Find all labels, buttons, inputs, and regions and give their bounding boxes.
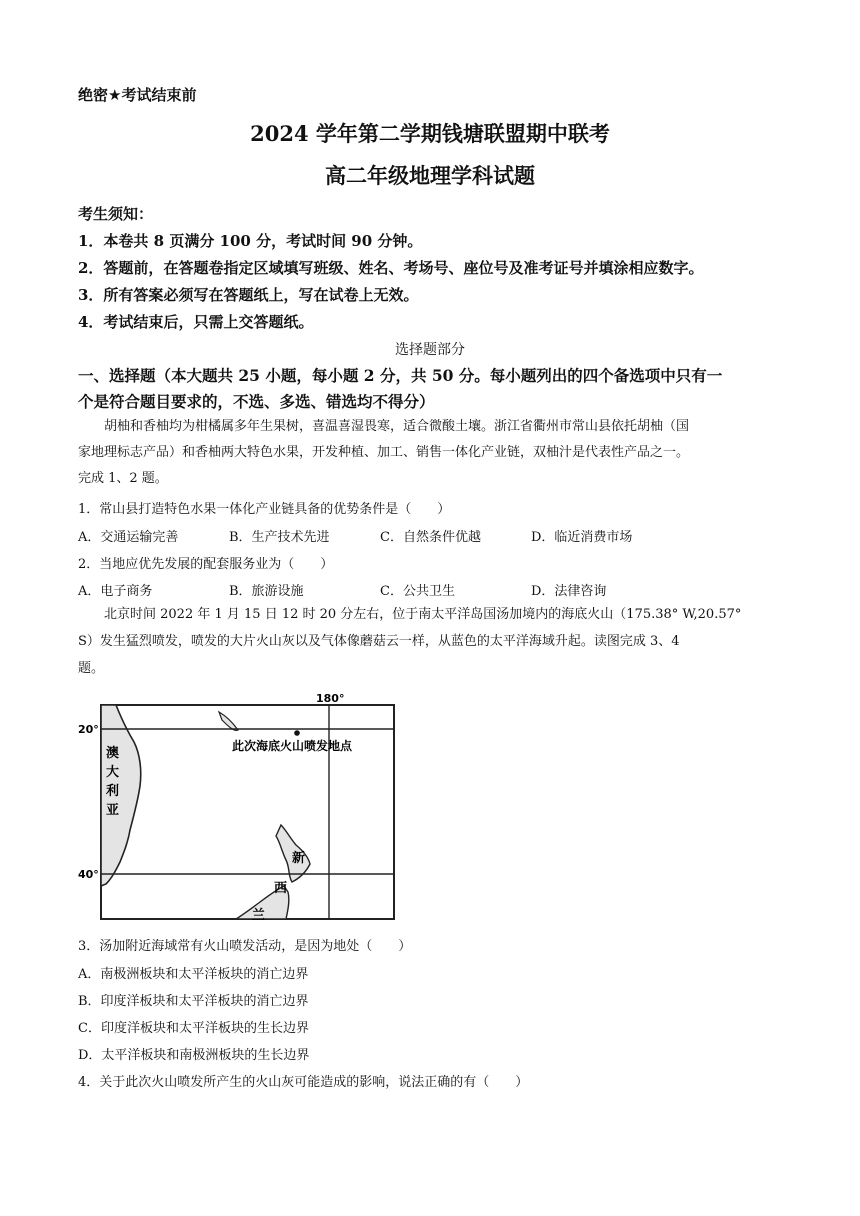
question-2-option-d: D．法律咨询: [531, 584, 607, 599]
label-20: 20°: [78, 723, 99, 736]
label-40: 40°: [78, 868, 99, 881]
question-3-option-b: B．印度洋板块和太平洋板块的消亡边界: [78, 994, 309, 1009]
notice-item: 3．所有答案必须写在答题纸上，写在试卷上无效。: [78, 286, 419, 304]
australia-char: 大: [106, 765, 120, 780]
passage-line: 题。: [78, 661, 105, 676]
notice-item: 2．答题前，在答题卷指定区域填写班级、姓名、考场号、座位号及准考证号并填涂相应数字。: [78, 259, 704, 277]
map-frame: [101, 705, 394, 919]
exam-subtitle: 高二年级地理学科试题: [325, 163, 535, 188]
section-intro: 个是符合题目要求的，不选、多选、错选均不得分）: [78, 392, 435, 411]
notice-heading: 考生须知：: [78, 205, 154, 223]
notice-item: 1．本卷共 8 页满分 100 分，考试时间 90 分钟。: [78, 232, 423, 250]
exam-title: 2024 学年第二学期钱塘联盟期中联考: [250, 121, 610, 146]
newzealand-char: 新: [292, 851, 306, 866]
question-1-option-b: B．生产技术先进: [229, 530, 330, 545]
newzealand-char: 兰: [252, 908, 266, 923]
tonga-region-map: [76, 690, 406, 926]
question-2-option-a: A．电子商务: [78, 584, 153, 599]
section-title: 选择题部分: [395, 342, 465, 358]
question-2-option-c: C．公共卫生: [380, 584, 455, 599]
eruption-label: 此次海底火山喷发地点: [232, 739, 353, 753]
passage-line: S）发生猛烈喷发，喷发的大片火山灰以及气体像蘑菇云一样，从蓝色的太平洋海域升起。读图完成 3、4: [78, 634, 680, 649]
question-2-stem: 2．当地应优先发展的配套服务业为（ ）: [78, 557, 334, 572]
newzealand-char: 西: [274, 881, 288, 896]
passage-line: 家地理标志产品）和香柚两大特色水果，开发种植、加工、销售一体化产业链，双柚汁是代表性产品之一。: [78, 445, 690, 460]
eruption-point-marker: [294, 730, 300, 736]
notice-item: 4．考试结束后，只需上交答题纸。: [78, 313, 314, 331]
question-4-stem: 4．关于此次火山喷发所产生的火山灰可能造成的影响，说法正确的有（ ）: [78, 1075, 529, 1090]
section-intro: 一、选择题（本大题共 25 小题，每小题 2 分，共 50 分。每小题列出的四个备选项中只有一: [78, 366, 723, 385]
passage-line: 胡柚和香柚均为柑橘属多年生果树，喜温喜湿畏寒，适合微酸土壤。浙江省衢州市常山县依托胡柚（国: [104, 419, 690, 434]
confidential-mark: 绝密★考试结束前: [78, 86, 197, 104]
question-3-option-c: C．印度洋板块和太平洋板块的生长边界: [78, 1021, 309, 1036]
australia-char: 亚: [106, 803, 120, 818]
question-3-option-d: D．太平洋板块和南极洲板块的生长边界: [78, 1048, 310, 1063]
question-1-option-c: C．自然条件优越: [380, 530, 481, 545]
question-1-stem: 1．常山县打造特色水果一体化产业链具备的优势条件是（ ）: [78, 502, 451, 517]
question-3-stem: 3．汤加附近海域常有火山喷发活动，是因为地处（ ）: [78, 939, 412, 954]
question-3-option-a: A．南极洲板块和太平洋板块的消亡边界: [78, 967, 309, 982]
passage-line: 完成 1、2 题。: [78, 471, 168, 486]
passage-line: 北京时间 2022 年 1 月 15 日 12 时 20 分左右，位于南太平洋岛国汤加境内的海底火山（175.38° W,20.57°: [104, 607, 742, 622]
question-1-option-a: A．交通运输完善: [78, 530, 179, 545]
question-2-option-b: B．旅游设施: [229, 584, 304, 599]
australia-char: 澳: [106, 746, 120, 761]
question-1-option-d: D．临近消费市场: [531, 530, 633, 545]
label-180: 180°: [316, 692, 345, 705]
australia-char: 利: [106, 784, 120, 799]
